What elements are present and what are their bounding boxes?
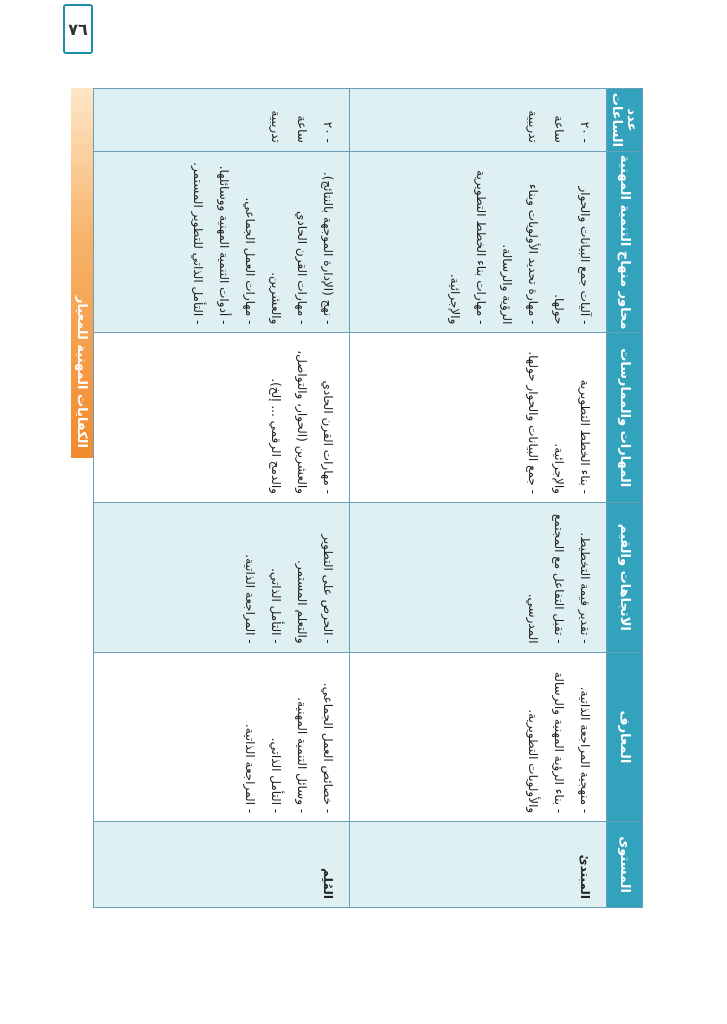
list-item: - نهج (الإدارة الموجهة بالنتائج). [316,160,342,325]
list-item: - تقدير قيمة التخطيط. [572,511,598,644]
knowledge-column [94,652,642,822]
list-item: - المراجعة الذاتية. [238,511,264,644]
header-hours: عدد الساعات [606,89,642,151]
row2-hours [94,89,350,151]
list-item: - مهارات القرن الحادي والعشرين (الحوار، والتواصل، والدمج الرقمي ... إلخ). [264,341,342,494]
row2-attitudes [94,503,350,652]
list-item: - آليات جمع البيانات والحوار حولها. [546,160,598,325]
row1-knowledge [350,653,607,822]
row1-skills [350,333,607,502]
list-item: - مهارات العمل الجماعي. [238,160,264,325]
list-item: - مهارات القرن الحادي والعشرين. [264,160,316,325]
row2-axes [94,152,350,333]
row1-hours [350,89,607,151]
level-label: المُلِم [321,868,336,899]
row1-attitudes [350,503,607,652]
list-item: - خصائص العمل الجماعي. [316,661,342,814]
header-axes: محاور منهاج التنمية المهنية [606,152,642,333]
hours-value: - ٢٠ ساعة تدريبية [264,97,342,143]
row2-level [94,822,350,907]
section-banner: الكفايات المهنية للمعيار [71,88,93,458]
row1-level [350,822,607,907]
attitudes-column [94,502,642,652]
list-item: - أدوات التنمية المهنية ووسائلها. [212,160,238,325]
level-label: المبتدئ [578,854,592,899]
list-item: - مهارات بناء الخطط التطويرية والإجرائية. [442,160,494,325]
list-item: - منهجية المراجعة الذاتية. [572,661,598,814]
header-skills: المهارات والممارسات [606,333,642,502]
row2-knowledge [94,653,350,822]
list-item: - وسائل التنمية المهنية. [290,661,316,814]
row2-skills [94,333,350,502]
list-item: - بناء الرؤية المهنية والرسالة والأولويات التطويرية. [520,661,572,814]
list-item: - التأمل الذاتي. [264,511,290,644]
list-item: - التأمل الذاتي للتطوير المستمر. [186,160,212,325]
list-item: - جمع البيانات والحوار حولها. [520,341,546,494]
axes-column [94,151,642,333]
hours-column [94,89,642,151]
list-item: - التأمل الذاتي. [264,661,290,814]
list-item: - مهارة تحديد الأولويات وبناء الرؤية والرسالة. [494,160,546,325]
competency-table [93,88,643,908]
list-item: - المراجعة الذاتية. [238,661,264,814]
skills-column [94,332,642,502]
list-item: - تقبل التفاعل مع المجتمع المدرسي. [520,511,572,644]
level-column [94,821,642,907]
hours-value: - ٢٠ ساعة تدريبية [520,97,598,143]
row1-axes [350,152,607,333]
page-number: ٧٦ [63,4,93,54]
list-item: - بناء الخطط التطويرية والإجرائية. [546,341,598,494]
header-attitudes: الاتجاهات والقيم [606,503,642,652]
header-level: المستوى [606,822,642,907]
list-item: - الحرص على التطوير والتعلم المستمر. [290,511,342,644]
header-knowledge: المعارف [606,653,642,822]
